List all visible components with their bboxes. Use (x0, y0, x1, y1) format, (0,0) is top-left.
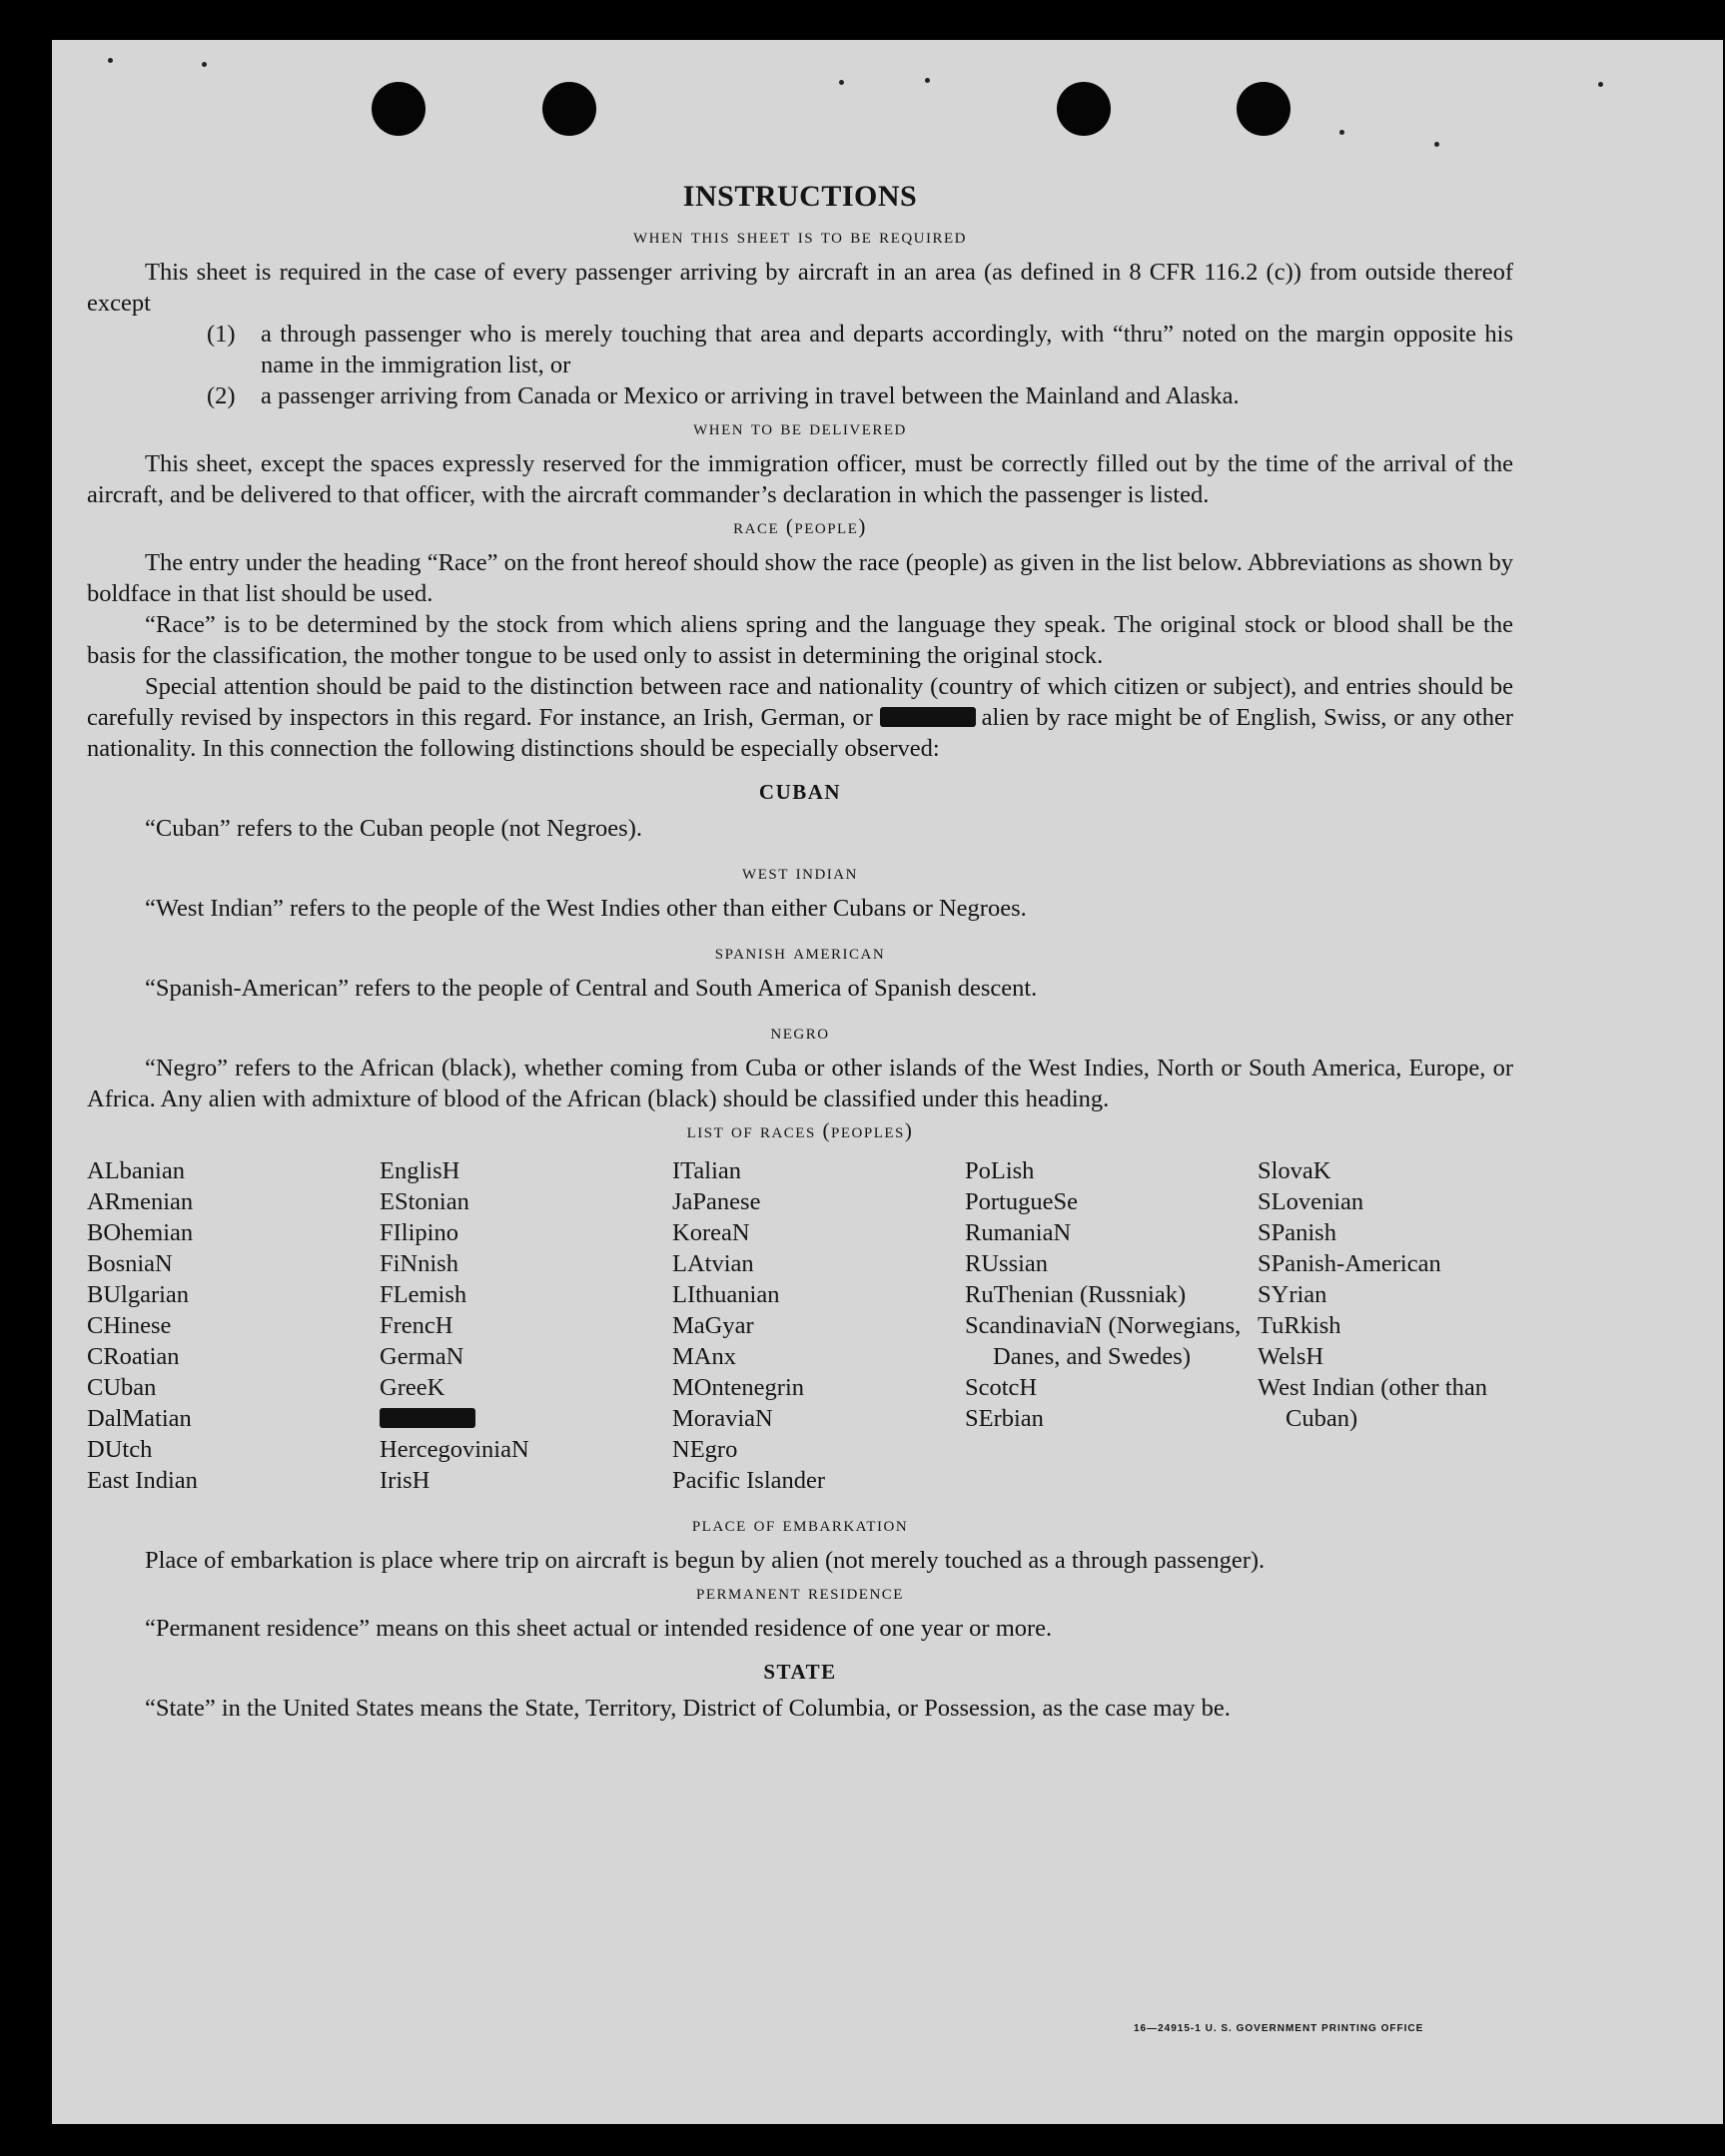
speck (108, 58, 113, 63)
race-item: SPanish (1258, 1219, 1336, 1246)
race-item: TuRkish (1258, 1312, 1341, 1339)
race-item: GermaN (380, 1343, 464, 1370)
race-item: RUssian (965, 1250, 1049, 1277)
paragraph: “Permanent residence” means on this sheet actual or intended residence of one year or more. (145, 1615, 1053, 1642)
race-item: PortugueSe (965, 1188, 1078, 1215)
race-item: JaPanese (672, 1188, 761, 1215)
speck (1598, 82, 1603, 87)
section-heading: when this sheet is to be required (632, 224, 968, 248)
race-list (87, 1155, 1513, 1496)
list-item (207, 380, 1513, 411)
paragraph: Place of embarkation is place where trip on aircraft is begun by alien (not merely touched as a through passenger). (145, 1547, 1266, 1574)
punch-hole (1237, 82, 1291, 136)
race-item: IrisH (380, 1467, 431, 1494)
redaction-mark (380, 1408, 475, 1428)
section-heading: spanish american (714, 940, 886, 964)
item-text: a passenger arriving from Canada or Mexico or arriving in travel between the Mainland and Alaska. (261, 382, 1240, 409)
redaction-mark (880, 707, 976, 727)
text-segment: alien by race might be of English, Swiss, or any other nationality. In this connection the following distinctions should be especially observed: (87, 704, 1514, 762)
race-item: WelsH (1258, 1343, 1324, 1370)
item-text: a through passenger who is merely touching that area and departs accordingly, with “thru” noted on the margin opposite his name in the immigration list, or (261, 321, 1513, 378)
race-item: ScotcH (965, 1374, 1038, 1401)
race-item: ScandinaviaN (Norwegians, Danes, and Swedes) (965, 1312, 1242, 1370)
paragraph (87, 671, 1513, 764)
paragraph: “State” in the United States means the State, Territory, District of Columbia, or Possession, as the case may be. (145, 1695, 1231, 1722)
race-item: LIthuanian (672, 1281, 780, 1308)
race-column (87, 1155, 380, 1496)
paragraph: “West Indian” refers to the people of the West Indies other than either Cubans or Negroes. (145, 895, 1027, 922)
section-heading: CUBAN (758, 780, 842, 804)
paragraph: “Spanish-American” refers to the people of Central and South America of Spanish descent. (145, 975, 1038, 1002)
race-item: East Indian (87, 1467, 198, 1494)
punch-hole (372, 82, 426, 136)
race-item: BosniaN (87, 1250, 173, 1277)
race-item: SErbian (965, 1405, 1044, 1432)
race-item: CUban (87, 1374, 157, 1401)
race-item: SPanish-American (1258, 1250, 1441, 1277)
paragraph: The entry under the heading “Race” on the front hereof should show the race (people) as given in the list below. Abbreviations as shown by boldface in that list should be used. (87, 549, 1513, 607)
race-column (965, 1155, 1258, 1496)
race-item: EStonian (380, 1188, 469, 1215)
speck (1434, 142, 1439, 147)
section-heading: when to be delivered (693, 415, 907, 439)
section-heading: STATE (763, 1660, 837, 1684)
race-column (1258, 1155, 1550, 1496)
race-item: SLovenian (1258, 1188, 1364, 1215)
race-item: MaGyar (672, 1312, 754, 1339)
race-item: MAnx (672, 1343, 736, 1370)
race-item: RuThenian (Russniak) (965, 1281, 1187, 1308)
race-item: FLemish (380, 1281, 467, 1308)
paragraph: This sheet, except the spaces expressly reserved for the immigration officer, must be correctly filled out by the time of the arrival of the aircraft, and be delivered to that officer, with the aircraft commander’s declaration in which the passenger is listed. (87, 450, 1513, 508)
paragraph: This sheet is required in the case of every passenger arriving by aircraft in an area (as defined in 8 CFR 116.2 (c)) from outside thereof except (87, 259, 1513, 317)
section-heading: negro (770, 1020, 830, 1044)
race-item: BOhemian (87, 1219, 194, 1246)
race-item-redacted (380, 1403, 672, 1434)
section-heading: place of embarkation (691, 1512, 909, 1536)
instructions-content (87, 180, 1513, 1724)
race-item: West Indian (other than Cuban) (1258, 1374, 1488, 1432)
document-page (52, 40, 1723, 2124)
race-item: CHinese (87, 1312, 172, 1339)
race-item: FrencH (380, 1312, 453, 1339)
race-item: DUtch (87, 1436, 153, 1463)
item-number: (2) (207, 382, 236, 409)
speck (1339, 130, 1344, 135)
speck (202, 62, 207, 67)
section-heading: race (people) (733, 514, 867, 538)
section-heading: west indian (742, 860, 858, 884)
race-item: PoLish (965, 1157, 1035, 1184)
race-item: SYrian (1258, 1281, 1327, 1308)
race-item: ITalian (672, 1157, 742, 1184)
punch-hole (1057, 82, 1111, 136)
race-item: GreeK (380, 1374, 445, 1401)
race-item: MoraviaN (672, 1405, 773, 1432)
race-column (672, 1155, 965, 1496)
race-item: HercegoviniaN (380, 1436, 529, 1463)
race-item: LAtvian (672, 1250, 754, 1277)
item-number: (1) (207, 321, 236, 348)
page-title: INSTRUCTIONS (682, 180, 918, 213)
text-segment: Special attention should be paid to the distinction between race and nationality (country of which citizen or subject), and entries should be carefully revised by inspectors in this regard. For instance, an Irish, German, or (87, 673, 1513, 731)
race-item: KoreaN (672, 1219, 750, 1246)
punch-hole (542, 82, 596, 136)
paragraph: “Negro” refers to the African (black), whether coming from Cuba or other islands of the West Indies, North or South America, Europe, or Africa. Any alien with admixture of blood of the African (black) should be classified under this heading. (87, 1055, 1513, 1112)
race-item: Pacific Islander (672, 1467, 826, 1494)
paragraph: “Cuban” refers to the Cuban people (not Negroes). (145, 815, 642, 842)
section-heading: list of races (peoples) (686, 1118, 914, 1142)
race-item: EnglisH (380, 1157, 460, 1184)
race-item: BUlgarian (87, 1281, 190, 1308)
race-item: SlovaK (1258, 1157, 1331, 1184)
speck (925, 78, 930, 83)
race-item: FiNnish (380, 1250, 458, 1277)
race-item: RumaniaN (965, 1219, 1072, 1246)
paragraph: “Race” is to be determined by the stock from which aliens spring and the language they speak. The original stock or blood shall be the basis for the classification, the mother tongue to be used only to assist in determining the original stock. (87, 611, 1513, 669)
race-item: ARmenian (87, 1188, 194, 1215)
race-item: CRoatian (87, 1343, 180, 1370)
race-item: FIlipino (380, 1219, 458, 1246)
speck (839, 80, 844, 85)
race-item: MOntenegrin (672, 1374, 804, 1401)
race-item: DalMatian (87, 1405, 192, 1432)
list-item (207, 319, 1513, 380)
race-column (380, 1155, 672, 1496)
race-item: ALbanian (87, 1157, 185, 1184)
section-heading: permanent residence (696, 1580, 904, 1604)
race-item: NEgro (672, 1436, 738, 1463)
printing-office-code: 16—24915-1 U. S. GOVERNMENT PRINTING OFFICE (1134, 2023, 1424, 2034)
